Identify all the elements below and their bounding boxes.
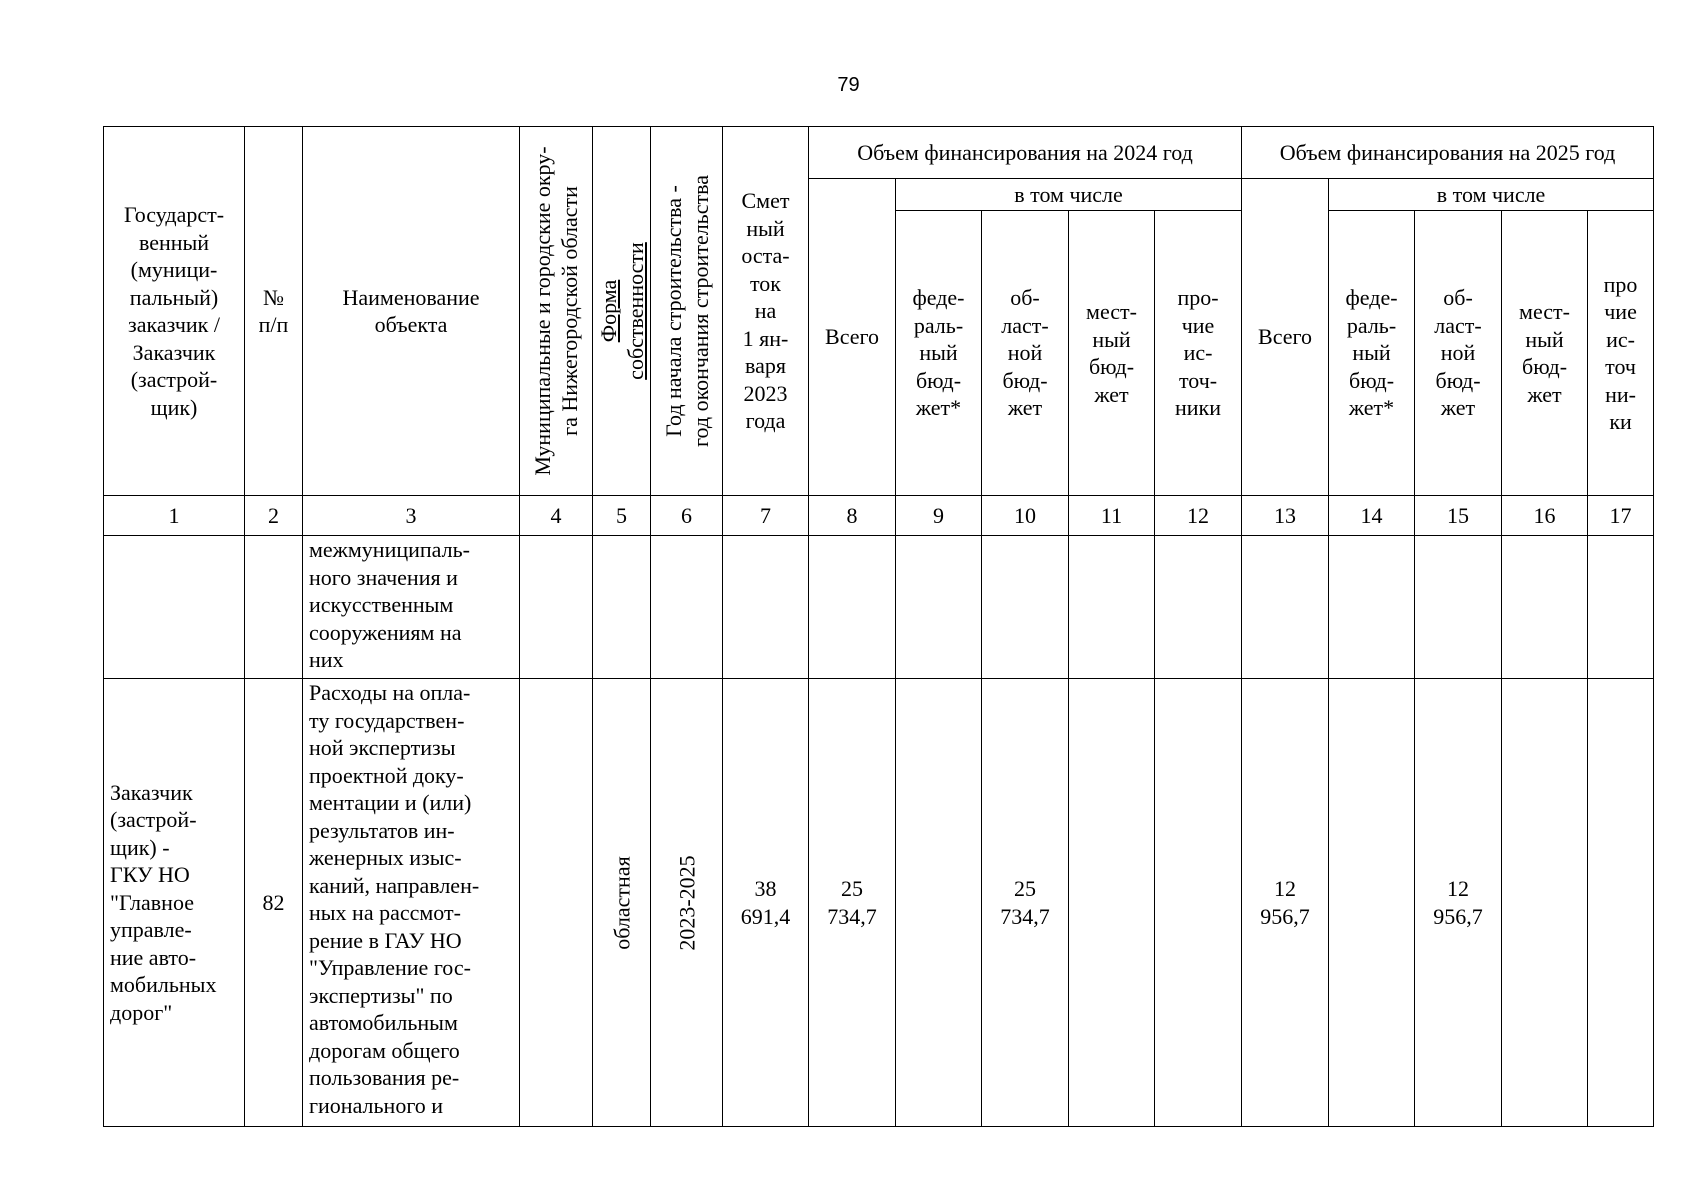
cell-ownership (593, 536, 651, 679)
cell-local-2024 (1069, 679, 1155, 1127)
cell-federal-2024 (896, 679, 982, 1127)
cell-regional-2024: 25 734,7 (982, 679, 1069, 1127)
cell-local-2024 (1069, 536, 1155, 679)
cell-regional-2024 (982, 536, 1069, 679)
cell-other-2024 (1155, 679, 1242, 1127)
cell-regional-2025: 12 956,7 (1415, 679, 1502, 1127)
cell-years: 2023-2025 (651, 679, 723, 1127)
cell-ownership: областная (593, 679, 651, 1127)
column-number: 14 (1329, 496, 1415, 536)
header-federal-2025: феде- раль- ный бюд- жет* (1329, 211, 1415, 496)
column-number: 10 (982, 496, 1069, 536)
column-number: 17 (1588, 496, 1654, 536)
column-number: 3 (303, 496, 520, 536)
cell-remainder (723, 536, 809, 679)
cell-years (651, 536, 723, 679)
header-group-2025: Объем финансирования на 2025 год (1242, 127, 1654, 179)
cell-total-2025 (1242, 536, 1329, 679)
header-other-2024: про- чие ис- точ- ники (1155, 211, 1242, 496)
cell-customer: Заказчик (застрой- щик) - ГКУ НО "Главное управле- ние авто- мобильных дорог" (104, 679, 245, 1127)
header-years: Год начала строительства - год окончания строительства (651, 127, 723, 496)
table-row (104, 536, 1654, 679)
cell-local-2025 (1502, 679, 1588, 1127)
cell-other-2025 (1588, 679, 1654, 1127)
cell-federal-2024 (896, 536, 982, 679)
cell-regional-2025 (1415, 536, 1502, 679)
cell-federal-2025 (1329, 536, 1415, 679)
cell-federal-2025 (1329, 679, 1415, 1127)
column-number: 9 (896, 496, 982, 536)
cell-object-name: межмуниципаль- ного значения и искусственным сооружениям на них (303, 536, 520, 679)
column-number: 1 (104, 496, 245, 536)
column-number: 6 (651, 496, 723, 536)
header-ownership: Форма собственности (593, 127, 651, 496)
header-regional-2024: об- ласт- ной бюд- жет (982, 211, 1069, 496)
header-including-2025: в том числе (1329, 179, 1654, 211)
header-total-2025: Всего (1242, 179, 1329, 496)
header-object-name: Наименование объекта (303, 127, 520, 496)
column-number: 11 (1069, 496, 1155, 536)
cell-number (245, 536, 303, 679)
cell-other-2024 (1155, 536, 1242, 679)
cell-customer (104, 536, 245, 679)
column-number: 4 (520, 496, 593, 536)
header-total-2024: Всего (809, 179, 896, 496)
header-federal-2024: феде- раль- ный бюд- жет* (896, 211, 982, 496)
header-remainder: Смет ный оста- ток на 1 ян- варя 2023 года (723, 127, 809, 496)
column-number: 12 (1155, 496, 1242, 536)
cell-remainder: 38 691,4 (723, 679, 809, 1127)
header-customer: Государст- венный (муници- пальный) заказчик / Заказчик (застрой- щик) (104, 127, 245, 496)
cell-number: 82 (245, 679, 303, 1127)
header-local-2025: мест- ный бюд- жет (1502, 211, 1588, 496)
column-number: 5 (593, 496, 651, 536)
header-group-2024: Объем финансирования на 2024 год (809, 127, 1242, 179)
column-number: 7 (723, 496, 809, 536)
cell-object-name: Расходы на опла- ту государствен- ной экспертизы проектной доку- ментации и (или) результатов ин- женерных изыс- каний, направлен- ных на рассмот- рение в ГАУ НО "Управление гос- экспертизы" по автомобильным дорогам общего пользования ре- гионального и (303, 679, 520, 1127)
header-district: Муниципальные и городские окру- га Нижегородской области (520, 127, 593, 496)
cell-local-2025 (1502, 536, 1588, 679)
header-number: № п/п (245, 127, 303, 496)
cell-total-2024 (809, 536, 896, 679)
header-regional-2025: об- ласт- ной бюд- жет (1415, 211, 1502, 496)
page-number: 79 (837, 74, 860, 96)
cell-district (520, 679, 593, 1127)
column-number: 8 (809, 496, 896, 536)
cell-total-2025: 12 956,7 (1242, 679, 1329, 1127)
table-row (104, 679, 1654, 1127)
column-number: 15 (1415, 496, 1502, 536)
column-number-row (104, 496, 1654, 536)
column-number: 13 (1242, 496, 1329, 536)
column-number: 2 (245, 496, 303, 536)
cell-total-2024: 25 734,7 (809, 679, 896, 1127)
header-including-2024: в том числе (896, 179, 1242, 211)
cell-other-2025 (1588, 536, 1654, 679)
header-other-2025: про чие ис- точ ни- ки (1588, 211, 1654, 496)
header-local-2024: мест- ный бюд- жет (1069, 211, 1155, 496)
financing-table (103, 126, 1654, 1127)
cell-district (520, 536, 593, 679)
column-number: 16 (1502, 496, 1588, 536)
header-row-1 (104, 127, 1654, 179)
